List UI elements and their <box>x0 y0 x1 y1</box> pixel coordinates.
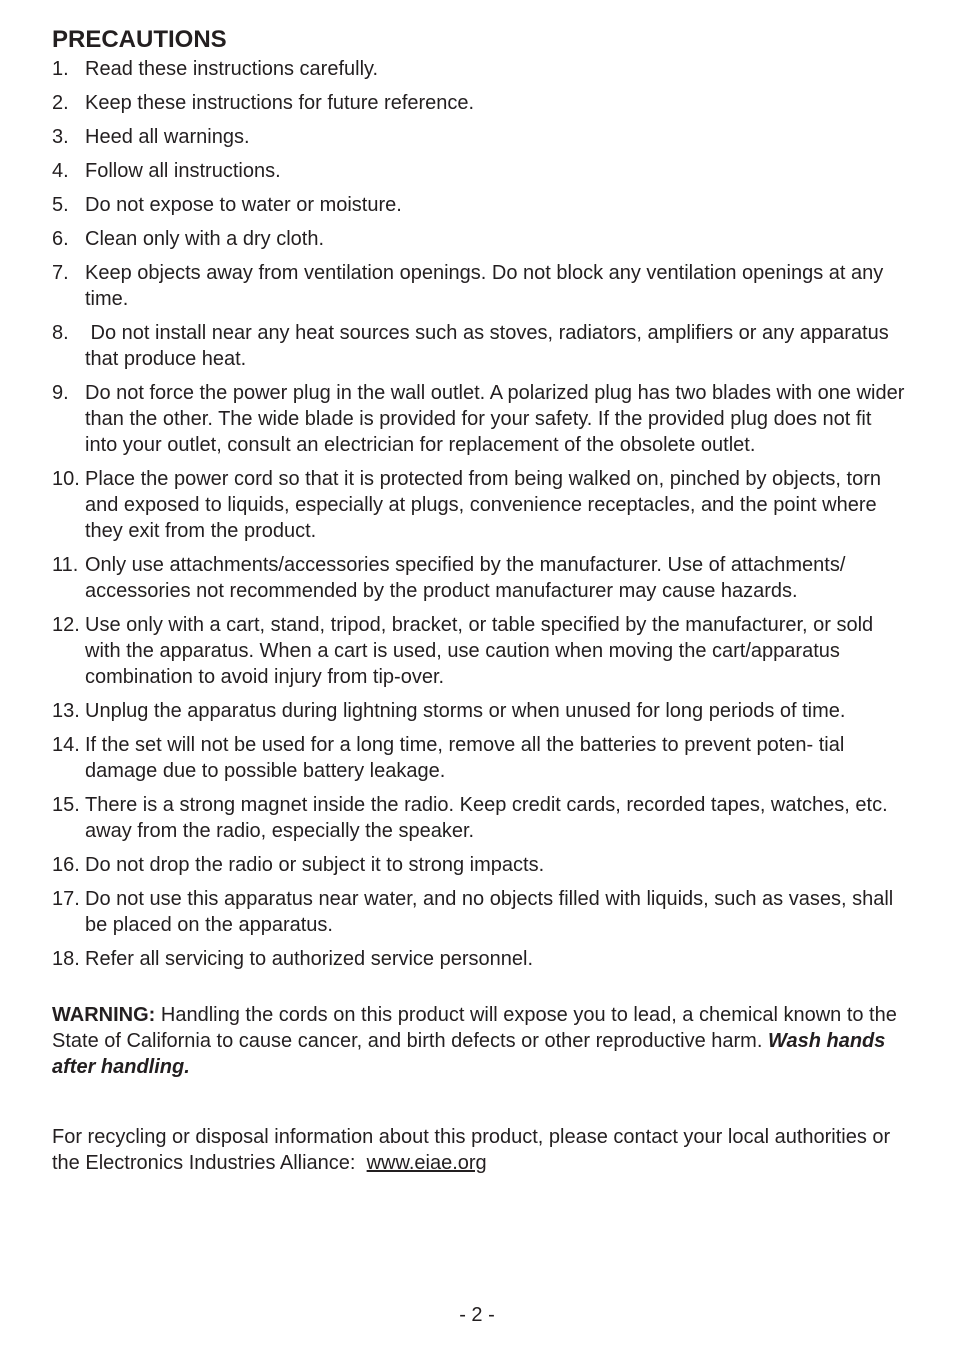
item-text: Place the power cord so that it is protected from being walked on, pinched by objects, torn and exposed to liquids, especially at plugs, convenience receptacles, and the point where they exit from the product. <box>85 468 881 542</box>
recycling-text: For recycling or disposal information about this product, please contact your local authorities or the Electronics Industries Alliance: <box>52 1126 891 1174</box>
list-item <box>52 552 908 604</box>
page-title: PRECAUTIONS <box>52 26 227 53</box>
item-text: There is a strong magnet inside the radio. Keep credit cards, recorded tapes, watches, etc. away from the radio, especially the speaker. <box>85 794 888 842</box>
item-text: Heed all warnings. <box>85 126 250 148</box>
item-text: Read these instructions carefully. <box>85 58 379 80</box>
recycling-paragraph <box>52 1124 908 1176</box>
item-number: 2. <box>52 92 69 114</box>
page-number: - 2 - <box>459 1304 495 1326</box>
item-number: 8. <box>52 322 69 344</box>
item-number: 11. <box>52 554 79 576</box>
item-text: Follow all instructions. <box>85 160 281 182</box>
warning-emphasis: Wash hands after handling. <box>52 1030 886 1078</box>
item-number: 7. <box>52 262 69 284</box>
item-text: Do not force the power plug in the wall outlet. A polarized plug has two blades with one wider than the other. The wide blade is provided for your safety. If the provided plug does not fit into your outlet, consult an electrician for replacement of the obsolete outlet. <box>85 382 905 456</box>
item-number: 14. <box>52 734 80 756</box>
item-text: Use only with a cart, stand, tripod, bracket, or table specified by the manufacturer, or sold with the apparatus. When a cart is used, use caution when moving the cart/apparatus combination to avoid injury from tip-over. <box>85 614 874 688</box>
item-text: Do not drop the radio or subject it to strong impacts. <box>85 854 545 876</box>
list-item <box>52 56 908 82</box>
list-item <box>52 792 908 844</box>
item-number: 5. <box>52 194 69 216</box>
list-item <box>52 158 908 184</box>
item-text: Keep objects away from ventilation openings. Do not block any ventilation openings at any time. <box>85 262 884 310</box>
list-item <box>52 852 908 878</box>
item-text: Clean only with a dry cloth. <box>85 228 325 250</box>
list-item <box>52 698 908 724</box>
item-number: 18. <box>52 948 80 970</box>
eiae-link[interactable]: www.eiae.org <box>366 1152 487 1174</box>
list-item <box>52 466 908 544</box>
document-page <box>52 24 908 1196</box>
item-number: 16. <box>52 854 80 876</box>
item-number: 12. <box>52 614 80 636</box>
list-item <box>52 192 908 218</box>
list-item <box>52 946 908 972</box>
list-item <box>52 226 908 252</box>
item-text: Keep these instructions for future reference. <box>85 92 475 114</box>
item-number: 10. <box>52 468 80 490</box>
list-item <box>52 732 908 784</box>
item-number: 13. <box>52 700 80 722</box>
item-number: 4. <box>52 160 69 182</box>
item-number: 6. <box>52 228 69 250</box>
item-text: Unplug the apparatus during lightning storms or when unused for long periods of time. <box>85 700 846 722</box>
item-text: Refer all servicing to authorized service personnel. <box>85 948 533 970</box>
item-text: Do not use this apparatus near water, and no objects filled with liquids, such as vases, shall be placed on the apparatus. <box>85 888 894 936</box>
list-item <box>52 380 908 458</box>
item-text: Do not expose to water or moisture. <box>85 194 402 216</box>
item-number: 17. <box>52 888 80 910</box>
item-number: 3. <box>52 126 69 148</box>
list-item <box>52 320 908 372</box>
item-text: If the set will not be used for a long time, remove all the batteries to prevent poten- tial damage due to possible battery leakage. <box>85 734 845 782</box>
list-item <box>52 90 908 116</box>
warning-paragraph <box>52 1002 908 1080</box>
list-item <box>52 124 908 150</box>
precautions-list <box>52 56 908 972</box>
item-number: 15. <box>52 794 80 816</box>
list-item <box>52 612 908 690</box>
item-number: 1. <box>52 58 69 80</box>
list-item <box>52 886 908 938</box>
list-item <box>52 260 908 312</box>
warning-label: WARNING: <box>52 1004 156 1026</box>
item-number: 9. <box>52 382 69 404</box>
warning-text: Handling the cords on this product will expose you to lead, a chemical known to the State of California to cause cancer, and birth defects or other reproductive harm. <box>52 1004 897 1052</box>
item-text: Only use attachments/accessories specified by the manufacturer. Use of attachments/ accessories not recommended by the product manufacturer may cause hazards. <box>85 554 846 602</box>
item-text: Do not install near any heat sources such as stoves, radiators, amplifiers or any apparatus that produce heat. <box>85 322 889 370</box>
